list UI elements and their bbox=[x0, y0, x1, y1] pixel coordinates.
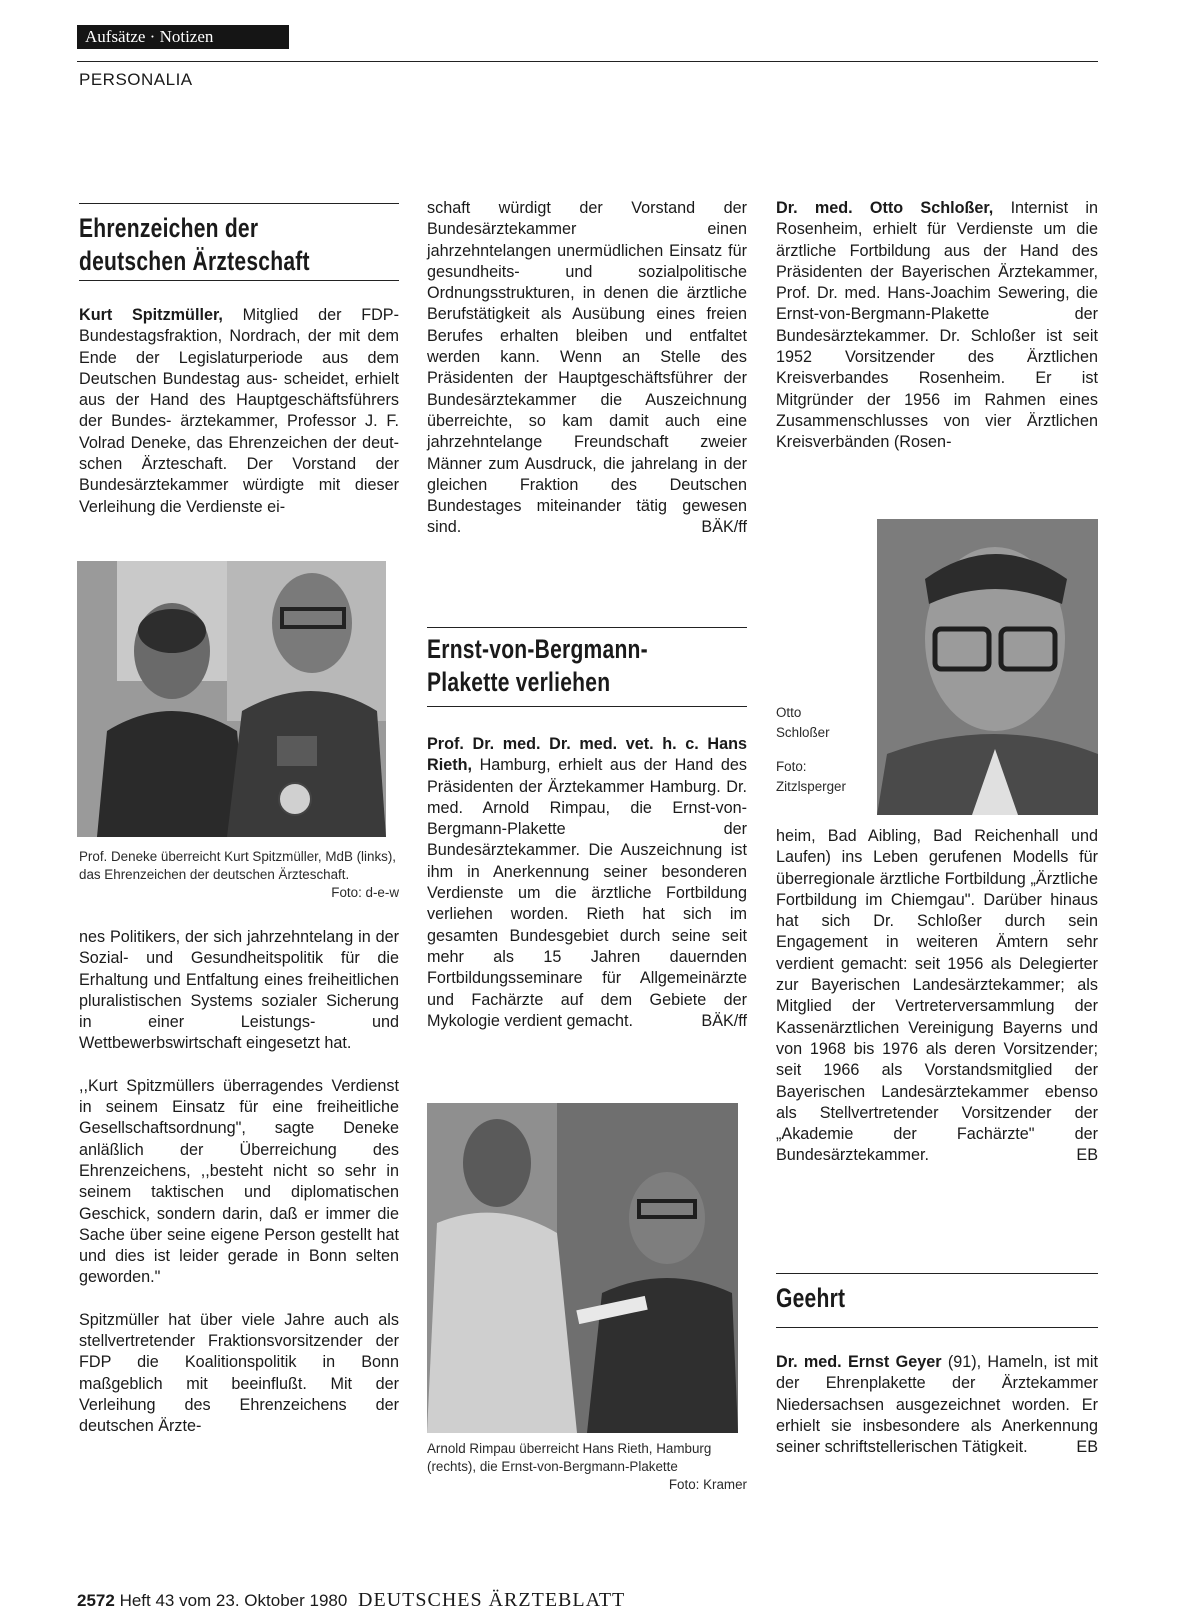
headline-rule-bottom bbox=[79, 280, 399, 281]
article1-body bbox=[79, 927, 399, 1438]
article3-bottom bbox=[776, 826, 1098, 1167]
photo-caption-1-text: Prof. Deneke überreicht Kurt Spitzmüller, MdB (links), das Ehrenzeichen der deutschen Ärzteschaft. bbox=[79, 849, 397, 882]
article2-headline bbox=[427, 633, 648, 699]
article2-body-text: Hamburg, erhielt aus der Hand des Präsidenten der Ärztekammer Hamburg. Dr. med. Arnold Rimpau, die Ernst-von-Bergmann-Plakette der Bundesärztekammer. Die Auszeichnung ist ihm in Anerkennung seiner besonderen Verdienste um die ärztliche Fortbildung verliehen worden. Rieth hat sich im gesamten Bundesgebiet durch seine seit mehr als 15 Jahren dauernden Fortbildungsseminare für Allgemeinärzte und Fachärzte auf dem Gebiete der Mykologie verdient gemacht. bbox=[427, 756, 747, 1030]
photo-otto-schlosser bbox=[877, 519, 1098, 815]
photo-credit-2: Foto: Kramer bbox=[668, 1477, 747, 1492]
headline-rule-top bbox=[79, 203, 399, 204]
category-label: PERSONALIA bbox=[79, 70, 193, 89]
article1-continuation bbox=[427, 198, 747, 539]
issue-info: Heft 43 vom 23. Oktober 1980 bbox=[119, 1591, 348, 1610]
article2-body bbox=[427, 734, 747, 1032]
article3-source: EB bbox=[1076, 1146, 1098, 1165]
article1-continuation-text: schaft würdigt der Vorstand der Bundesärztekammer einen jahrzehntelangen unermüdlichen Einsatz für gesundheits- und sozialpolitische Ordnungsstrukturen, in denen die ärztliche Berufstätigkeit als Ausübung eines freien Berufes erhalten bleiben und entfaltet werden kann. Wenn an Stelle des Präsidenten der Hauptgeschäftsführer der Bundesärztekammer die Auszeichnung überreichte, so kam damit auch eine jahrzehntelange Freundschaft zweier Männer zum Ausdruck, die jahrelang in der gleichen Fraktion des Deutschen Bundestages miteinander tätig gewesen sind. bbox=[427, 199, 747, 537]
article1-intro-text: Mitglied der FDP-Bundestagsfraktion, Nordrach, der mit dem Ende der Legislaturperiode aus dem Deutschen Bundestag aus- scheidet, erhielt aus der Hand des Hauptgeschäftsführers der Bundes- ärztekammer, Professor J. F. Volrad Deneke, das Ehrenzeichen der deut- schen Ärzteschaft. Der Vorstand der Bundesärztekammer würdigte mit dieser Verleihung die Verdienste ei- bbox=[79, 306, 399, 516]
article3-body-top: Internist in Rosenheim, erhielt für Verdienste um die ärztliche Fortbildung aus der Hand des Präsidenten der Bayerischen Ärztekammer, Prof. Dr. med. Hans-Joachim Sewering, die Ernst-von-Bergmann-Plakette der Bundesärztekammer. Dr. Schloßer ist seit 1952 Vorsitzender des Ärztlichen Kreisverbandes Rosenheim. Er ist Mitgründer der 1956 im Rahmen eines Zusammenschlusses von vier Ärztlichen Kreisverbänden (Rosen- bbox=[776, 199, 1099, 452]
article2-source: BÄK/ff bbox=[701, 1011, 747, 1030]
article4-source: EB bbox=[1076, 1438, 1098, 1457]
article4-headline: Geehrt bbox=[776, 1283, 846, 1313]
article3-lead-name: Dr. med. Otto Schloßer, bbox=[776, 199, 994, 217]
article1-paragraph-3: ,,Kurt Spitzmüllers überragendes Verdienst in seinem Einsatz für eine freiheitliche Gesellschaftsordnung", sagte Deneke anläßlich der Überreichung des Ehrenzeichens, ,,besteht nicht so sehr in seinem taktischen und diplomatischen Geschick, sondern darin, daß er immer die Sache über seine eigene Person gestellt hat und dies ist leider gerade in Bonn selten geworden." bbox=[79, 1076, 399, 1287]
article4-body bbox=[776, 1352, 1098, 1458]
article1-intro bbox=[79, 305, 399, 518]
article3-top bbox=[776, 198, 1098, 454]
photo-rimpau-rieth bbox=[427, 1103, 738, 1433]
photo-caption-1 bbox=[79, 848, 399, 902]
article1-paragraph-4: Spitzmüller hat über viele Jahre auch als stellvertretender Fraktionsvorsitzender der FDP die Koalitionspolitik in Bonn maßgeblich mit beeinflußt. Mit der Verleihung des Ehrenzeichens der deutschen Ärzte- bbox=[79, 1310, 399, 1436]
article2-lead-name: Prof. Dr. med. Dr. med. vet. h. c. Hans Rieth, bbox=[427, 735, 747, 775]
section-tag: Aufsätze · Notizen bbox=[77, 25, 289, 49]
article3-body-bottom: heim, Bad Aibling, Bad Reichenhall und Laufen) ins Leben gerufenen Modells für überregionale ärztliche Fortbildung „Ärztliche Fortbildung im Chiemgau". Darüber hinaus hat sich Dr. Schloßer durch sein Engagement in weiteren Ämtern sehr verdient gemacht: seit 1956 als Delegierter zur Bayerischen Landesärztekammer; als Mitglied der Vertreterversammlung der Kassenärztlichen Vereinigung Bayerns und von 1968 bis 1976 als deren Vorsitzender; seit 1966 als Vorstandsmitglied der Bayerischen Landesärztekammer ebenso als Stellvertretender Vorsitzender der „Akademie der Fachärzte" der Bundesärztekammer. bbox=[776, 827, 1098, 1165]
photo-deneke-spitzmueller bbox=[77, 561, 386, 837]
article1-headline-line1: Ehrenzeichen der bbox=[79, 213, 259, 243]
article4-rule-top bbox=[776, 1273, 1098, 1274]
article2-rule-bottom bbox=[427, 706, 747, 707]
photo-credit-1: Foto: d-e-w bbox=[331, 885, 399, 900]
photo-caption-3 bbox=[776, 703, 856, 797]
article1-lead-name: Kurt Spitzmüller, bbox=[79, 306, 223, 324]
photo-caption-2 bbox=[427, 1440, 747, 1494]
magazine-title: DEUTSCHES ÄRZTEBLATT bbox=[358, 1589, 626, 1611]
article1-headline-line2: deutschen Ärzteschaft bbox=[79, 246, 310, 276]
article2-rule-top bbox=[427, 627, 747, 628]
article4-rule-bottom bbox=[776, 1327, 1098, 1328]
article1-paragraph-2: nes Politikers, der sich jahrzehntelang in der Sozial- und Gesundheitspolitik für die Erhaltung und Entfaltung eines freiheitlichen pluralistischen Systems sozialer Sicherung in einer Leistungs- und Wettbewerbswirtschaft eingesetzt hat. bbox=[79, 928, 399, 1053]
article4-body-text: (91), Hameln, ist mit der Ehrenplakette der Ärztekammer Niedersachsen ausgezeichnet worden. Er erhielt sie insbesondere als Anerkennung seiner schriftstellerischen Tätigkeit. bbox=[776, 1353, 1098, 1457]
article1-headline bbox=[79, 212, 310, 278]
page-number: 2572 bbox=[77, 1591, 115, 1610]
article2-headline-line2: Plakette verliehen bbox=[427, 667, 611, 697]
article1-source: BÄK/ff bbox=[701, 518, 747, 537]
header-rule bbox=[77, 61, 1098, 62]
page-footer bbox=[77, 1589, 625, 1612]
photo-caption-3-name: Otto Schloßer bbox=[776, 705, 830, 740]
photo-caption-2-text: Arnold Rimpau überreicht Hans Rieth, Hamburg (rechts), die Ernst-von-Bergmann-Plakette bbox=[427, 1441, 712, 1474]
article4-lead-name: Dr. med. Ernst Geyer bbox=[776, 1353, 942, 1371]
article2-headline-line1: Ernst-von-Bergmann- bbox=[427, 634, 648, 664]
photo-credit-3: Foto: Zitzlsperger bbox=[776, 759, 846, 794]
